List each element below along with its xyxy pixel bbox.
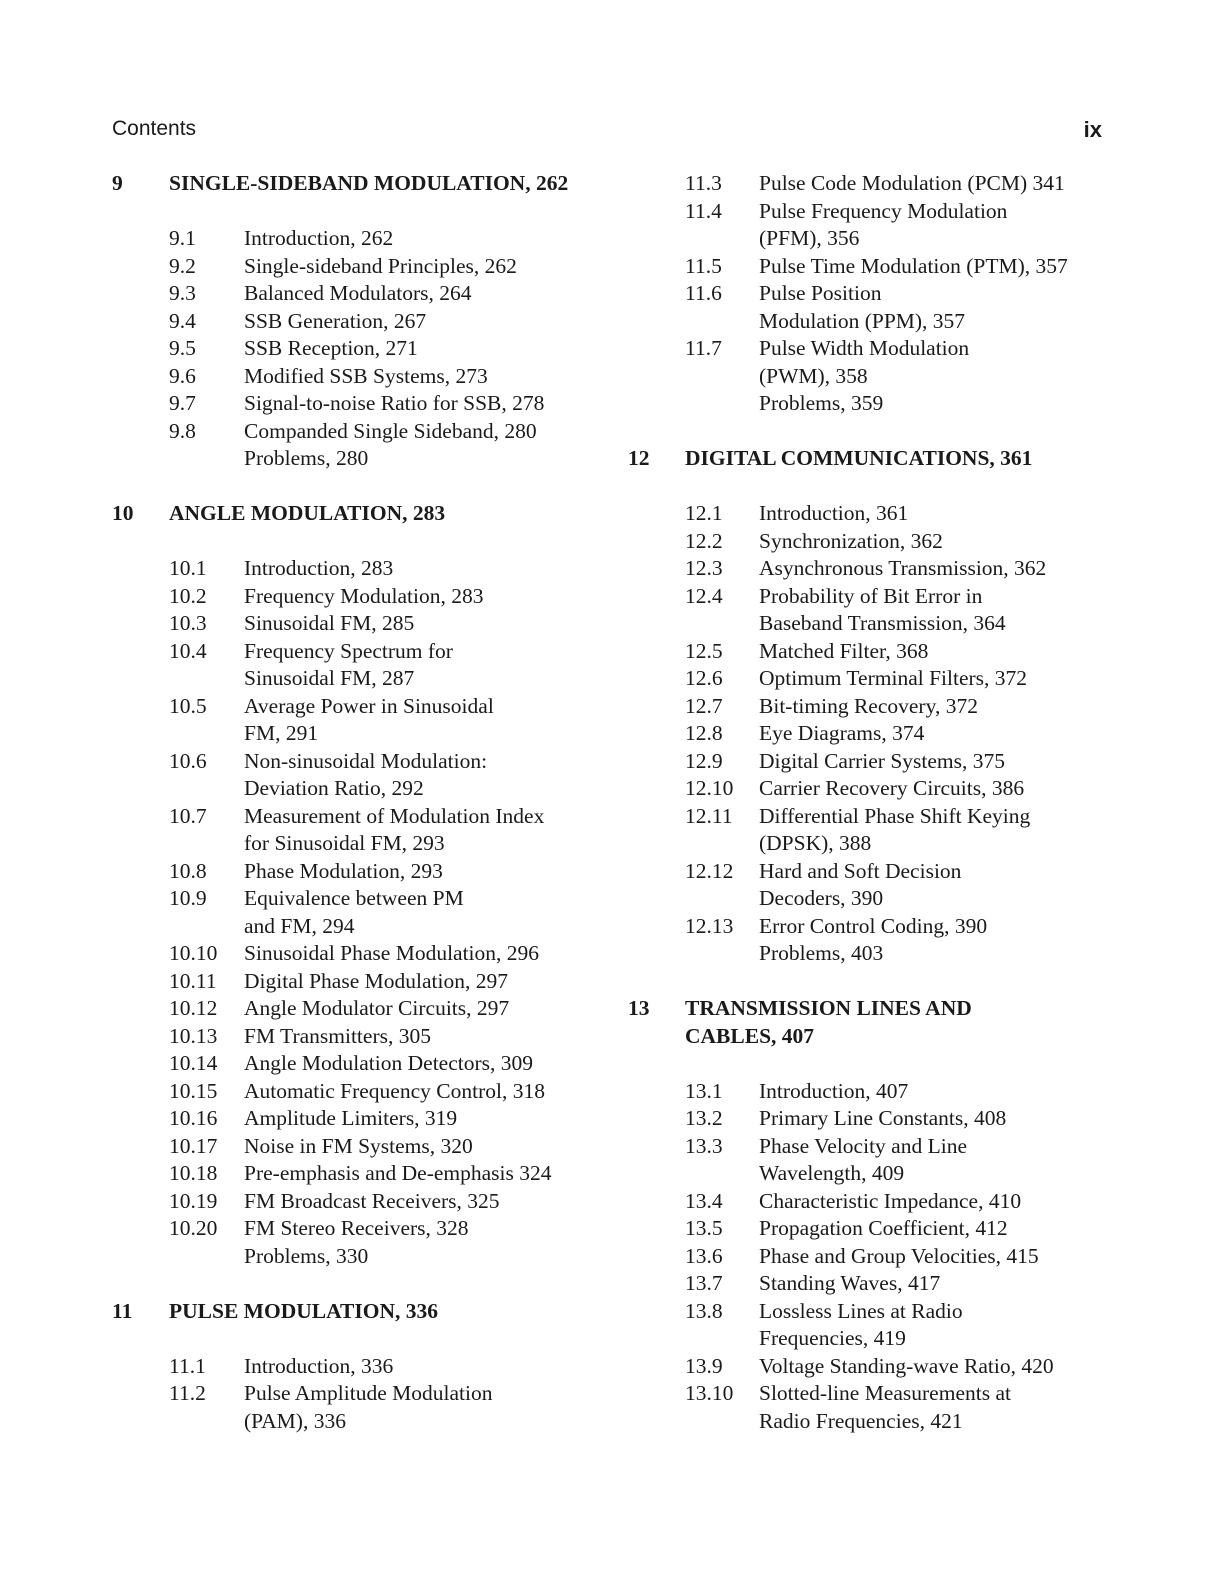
toc-entry [112,1105,612,1133]
chapter-number: 11 [112,1298,133,1323]
section-number: 10.4 [169,638,207,663]
toc-entry [628,1133,1108,1188]
page-number: ix [1083,117,1102,142]
chapter-number: 13 [628,996,650,1020]
chapter-title: DIGITAL COMMUNICATIONS, 361 [685,446,1033,470]
toc-entry [112,390,612,418]
section-number: 12.10 [685,776,734,800]
chapter-heading [112,170,612,198]
section-title: Primary Line Constants, 408 [759,1106,1007,1130]
toc-entry [112,968,612,996]
section-number: 10.9 [169,886,207,910]
section-title: Characteristic Impedance, 410 [759,1188,1022,1213]
section-title: Angle Modulator Circuits, 297 [244,996,510,1020]
toc-entry [112,610,612,638]
section-title: Hard and Soft Decision Decoders, 390 [759,858,962,910]
section-number: 10.14 [169,1051,218,1075]
section-title: Introduction, 283 [244,556,394,580]
toc-entry [112,335,612,363]
section-title: Matched Filter, 368 [759,638,929,663]
toc-entry [112,803,612,858]
section-number: 12.2 [685,528,723,553]
section-number: 10.5 [169,693,207,718]
running-head: Contents [112,117,197,140]
section-title: Introduction, 336 [244,1353,394,1378]
section-title: Pulse Frequency Modulation (PFM), 356 [759,198,1008,250]
section-number: 13.1 [685,1078,723,1103]
toc-entry [112,363,612,391]
section-title: Phase Velocity and Line Wavelength, 409 [759,1133,967,1185]
section-title: Pulse Width Modulation (PWM), 358 [759,336,970,388]
section-number: 10.1 [169,556,207,580]
toc-column-left [112,170,612,1435]
toc-entry [628,1105,1108,1133]
section-number: 9.5 [169,336,196,360]
section-number: 10.3 [169,611,207,635]
chapter-number: 12 [628,446,650,470]
toc-entry [628,748,1108,776]
section-title: Pulse Position Modulation (PPM), 357 [759,281,966,333]
section-number: 10.20 [169,1216,218,1240]
toc-entry [112,885,612,940]
section-title: Carrier Recovery Circuits, 386 [759,776,1025,800]
section-title: Introduction, 262 [244,226,394,250]
toc-entry [628,170,1108,198]
toc-entry [628,1270,1108,1298]
section-title: Average Power in Sinusoidal FM, 291 [244,693,494,745]
section-number: 10.11 [169,968,217,993]
toc-entry [112,225,612,253]
toc-entry [628,858,1108,913]
section-number: 9.4 [169,308,196,333]
section-number: 10.16 [169,1106,218,1130]
section-title: Measurement of Modulation Index for Sinusoidal FM, 293 [244,803,545,855]
toc-entry [628,335,1108,390]
section-number: 13.2 [685,1106,723,1130]
section-title: Signal-to-noise Ratio for SSB, 278 [244,391,545,415]
toc-entry [112,940,612,968]
section-title: Lossless Lines at Radio Frequencies, 419 [759,1298,963,1350]
toc-entry [628,775,1108,803]
section-number: 10.7 [169,803,207,828]
section-number: 11.7 [685,336,722,360]
section-title: Pulse Code Modulation (PCM) 341 [759,171,1065,195]
chapter-heading [628,995,1108,1050]
section-title: Single-sideband Principles, 262 [244,253,517,278]
section-number: 10.10 [169,941,218,965]
section-title: Pulse Amplitude Modulation (PAM), 336 [244,1381,493,1433]
toc-entry [628,803,1108,858]
section-title: Error Control Coding, 390 [759,913,988,938]
section-number: 13.8 [685,1298,723,1323]
section-title: Introduction, 407 [759,1078,909,1103]
toc-entry [628,1353,1108,1381]
section-title: Sinusoidal FM, 285 [244,611,415,635]
section-number: 12.5 [685,638,723,663]
section-number: 12.4 [685,583,723,608]
section-number: 12.7 [685,693,723,718]
problems-entry: Problems, 403 [759,941,884,965]
section-title: Introduction, 361 [759,501,909,525]
section-number: 11.6 [685,281,722,305]
section-number: 9.6 [169,363,196,388]
section-title: Balanced Modulators, 264 [244,281,472,305]
toc-entry [112,583,612,611]
section-number: 11.5 [685,253,722,278]
section-number: 11.3 [685,171,722,195]
section-number: 9.1 [169,226,196,250]
toc-entry [628,1298,1108,1353]
chapter-number: 9 [112,171,123,195]
section-title: Probability of Bit Error in Baseband Transmission, 364 [759,583,1006,635]
section-number: 12.13 [685,913,734,938]
chapter-heading [112,500,612,528]
page-header [112,117,1102,147]
toc-entry [112,1050,612,1078]
toc-entry [628,280,1108,335]
toc-entry [628,638,1108,666]
section-number: 10.8 [169,858,207,883]
section-title: Phase and Group Velocities, 415 [759,1243,1039,1268]
section-title: Slotted-line Measurements at Radio Frequencies, 421 [759,1381,1011,1433]
section-title: Non-sinusoidal Modulation: Deviation Ratio, 292 [244,748,488,800]
chapter-title: ANGLE MODULATION, 283 [169,501,446,525]
toc-entry [112,1353,612,1381]
section-number: 10.13 [169,1023,218,1048]
problems-entry: Problems, 359 [759,391,884,415]
toc-entry [628,253,1108,281]
section-number: 10.17 [169,1133,218,1158]
section-title: Standing Waves, 417 [759,1271,941,1295]
toc-entry [112,1023,612,1051]
section-title: Companded Single Sideband, 280 [244,418,537,443]
toc-entry [628,500,1108,528]
toc-entry [112,748,612,803]
toc-entry [112,693,612,748]
section-title: Frequency Spectrum for Sinusoidal FM, 287 [244,638,453,690]
chapter-heading [112,1298,612,1326]
toc-column-right [628,170,1108,1435]
chapter-heading [628,445,1108,473]
toc-entry [112,280,612,308]
section-title: Phase Modulation, 293 [244,858,443,883]
section-title: Equivalence between PM and FM, 294 [244,886,464,938]
section-number: 13.5 [685,1216,723,1240]
toc-entry [628,1243,1108,1271]
section-number: 12.1 [685,501,723,525]
toc-entry [112,1133,612,1161]
toc-entry [628,1215,1108,1243]
section-title: Bit-timing Recovery, 372 [759,693,978,718]
toc-entry [628,555,1108,583]
section-number: 10.12 [169,996,218,1020]
toc-entry [628,1078,1108,1106]
section-number: 13.6 [685,1243,723,1268]
section-title: SSB Generation, 267 [244,308,427,333]
section-number: 9.8 [169,418,196,443]
toc-entry [628,583,1108,638]
section-number: 10.18 [169,1161,218,1185]
toc-entry [112,1215,612,1243]
section-number: 12.9 [685,748,723,773]
toc-entry [112,1078,612,1106]
toc-entry [628,1188,1108,1216]
chapter-title: SINGLE-SIDEBAND MODULATION, 262 [169,171,569,195]
section-number: 13.4 [685,1188,723,1213]
section-title: Modified SSB Systems, 273 [244,363,488,388]
toc-entry [112,253,612,281]
section-title: Digital Phase Modulation, 297 [244,968,508,993]
section-title: Angle Modulation Detectors, 309 [244,1051,534,1075]
toc-entry [628,665,1108,693]
section-number: 12.6 [685,666,723,690]
toc-entry [628,720,1108,748]
section-title: Asynchronous Transmission, 362 [759,556,1047,580]
section-title: Amplitude Limiters, 319 [244,1106,458,1130]
section-title: Pulse Time Modulation (PTM), 357 [759,253,1068,278]
section-title: Noise in FM Systems, 320 [244,1133,473,1158]
section-number: 10.2 [169,583,207,608]
toc-entry [628,198,1108,253]
section-title: FM Stereo Receivers, 328 [244,1216,469,1240]
section-number: 12.12 [685,858,734,883]
toc-entry [628,693,1108,721]
section-number: 13.7 [685,1271,723,1295]
chapter-number: 10 [112,501,134,525]
chapter-title: TRANSMISSION LINES AND CABLES, 407 [685,996,972,1048]
section-title: Eye Diagrams, 374 [759,721,925,745]
section-title: Voltage Standing-wave Ratio, 420 [759,1353,1054,1378]
section-title: SSB Reception, 271 [244,336,418,360]
section-number: 13.3 [685,1133,723,1158]
toc-entry [628,913,1108,941]
toc-entry [628,528,1108,556]
section-title: Differential Phase Shift Keying (DPSK), 388 [759,803,1031,855]
section-title: Optimum Terminal Filters, 372 [759,666,1028,690]
section-number: 13.9 [685,1353,723,1378]
section-number: 11.4 [685,198,722,223]
toc-entry [112,858,612,886]
section-number: 9.2 [169,253,196,278]
problems-entry: Problems, 280 [244,446,369,470]
toc-entry [112,1188,612,1216]
section-number: 12.8 [685,721,723,745]
section-number: 13.10 [685,1381,734,1405]
section-number: 12.3 [685,556,723,580]
toc-entry [628,1380,1108,1435]
section-number: 9.7 [169,391,196,415]
section-number: 11.1 [169,1353,206,1378]
section-number: 10.15 [169,1078,218,1103]
problems-entry: Problems, 330 [244,1243,369,1268]
chapter-title: PULSE MODULATION, 336 [169,1298,438,1323]
toc-entry [112,308,612,336]
toc-entry [112,995,612,1023]
section-title: FM Broadcast Receivers, 325 [244,1188,500,1213]
toc-entry [112,418,612,446]
toc-entry [112,1380,612,1435]
section-title: Automatic Frequency Control, 318 [244,1078,545,1103]
section-number: 11.2 [169,1381,206,1405]
section-title: Frequency Modulation, 283 [244,583,484,608]
toc-entry [112,1160,612,1188]
toc-entry [112,638,612,693]
section-number: 10.19 [169,1188,218,1213]
section-number: 10.6 [169,748,207,773]
section-title: Digital Carrier Systems, 375 [759,748,1006,773]
section-title: FM Transmitters, 305 [244,1023,431,1048]
section-title: Pre-emphasis and De-emphasis 324 [244,1161,552,1185]
section-title: Propagation Coefficient, 412 [759,1216,1008,1240]
toc-entry [112,555,612,583]
section-title: Sinusoidal Phase Modulation, 296 [244,941,540,965]
section-number: 9.3 [169,281,196,305]
section-title: Synchronization, 362 [759,528,943,553]
section-number: 12.11 [685,803,733,828]
